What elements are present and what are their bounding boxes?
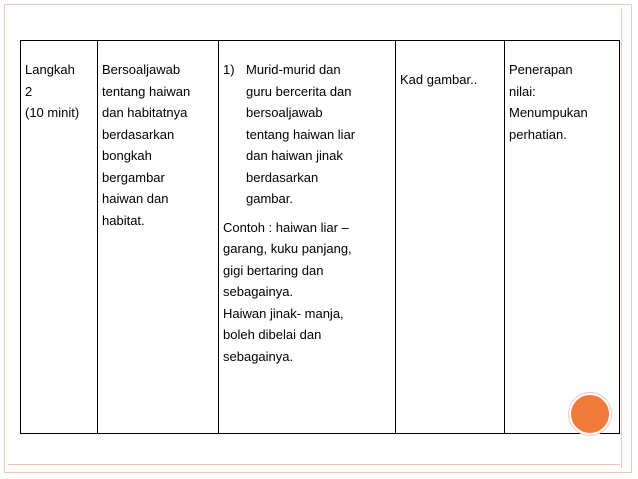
frame-line-right xyxy=(621,8,622,468)
cell-catatan xyxy=(505,41,620,434)
activity-step xyxy=(223,59,391,210)
decorative-circle xyxy=(569,393,611,435)
catatan-text: Penerapan nilai: Menumpukan perhatian. xyxy=(509,62,588,142)
cell-aktiviti xyxy=(219,41,396,434)
langkah-text: Langkah 2 (10 minit) xyxy=(25,62,80,120)
example-text: Contoh : haiwan liar – garang, kuku panjang, gigi bertaring dan sebagainya. Haiwan jinak- manja, boleh dibelai dan sebagainya. xyxy=(223,219,352,364)
step-number: 1) xyxy=(223,62,235,77)
isi-text: Bersoaljawab tentang haiwan dan habitatnya berdasarkan bongkah bergambar haiwan dan habitat. xyxy=(102,62,191,228)
step-text: Murid-murid dan guru bercerita dan bersoaljawab tentang haiwan liar dan haiwan jinak berdasarkan gambar. xyxy=(246,62,356,206)
lesson-plan-table xyxy=(20,40,620,434)
frame-line-bottom xyxy=(8,464,620,465)
cell-isi xyxy=(98,41,219,434)
table-row xyxy=(21,41,620,434)
bahan-text: Kad gambar.. xyxy=(400,72,478,87)
cell-langkah xyxy=(21,41,98,434)
cell-bahan xyxy=(396,41,505,434)
